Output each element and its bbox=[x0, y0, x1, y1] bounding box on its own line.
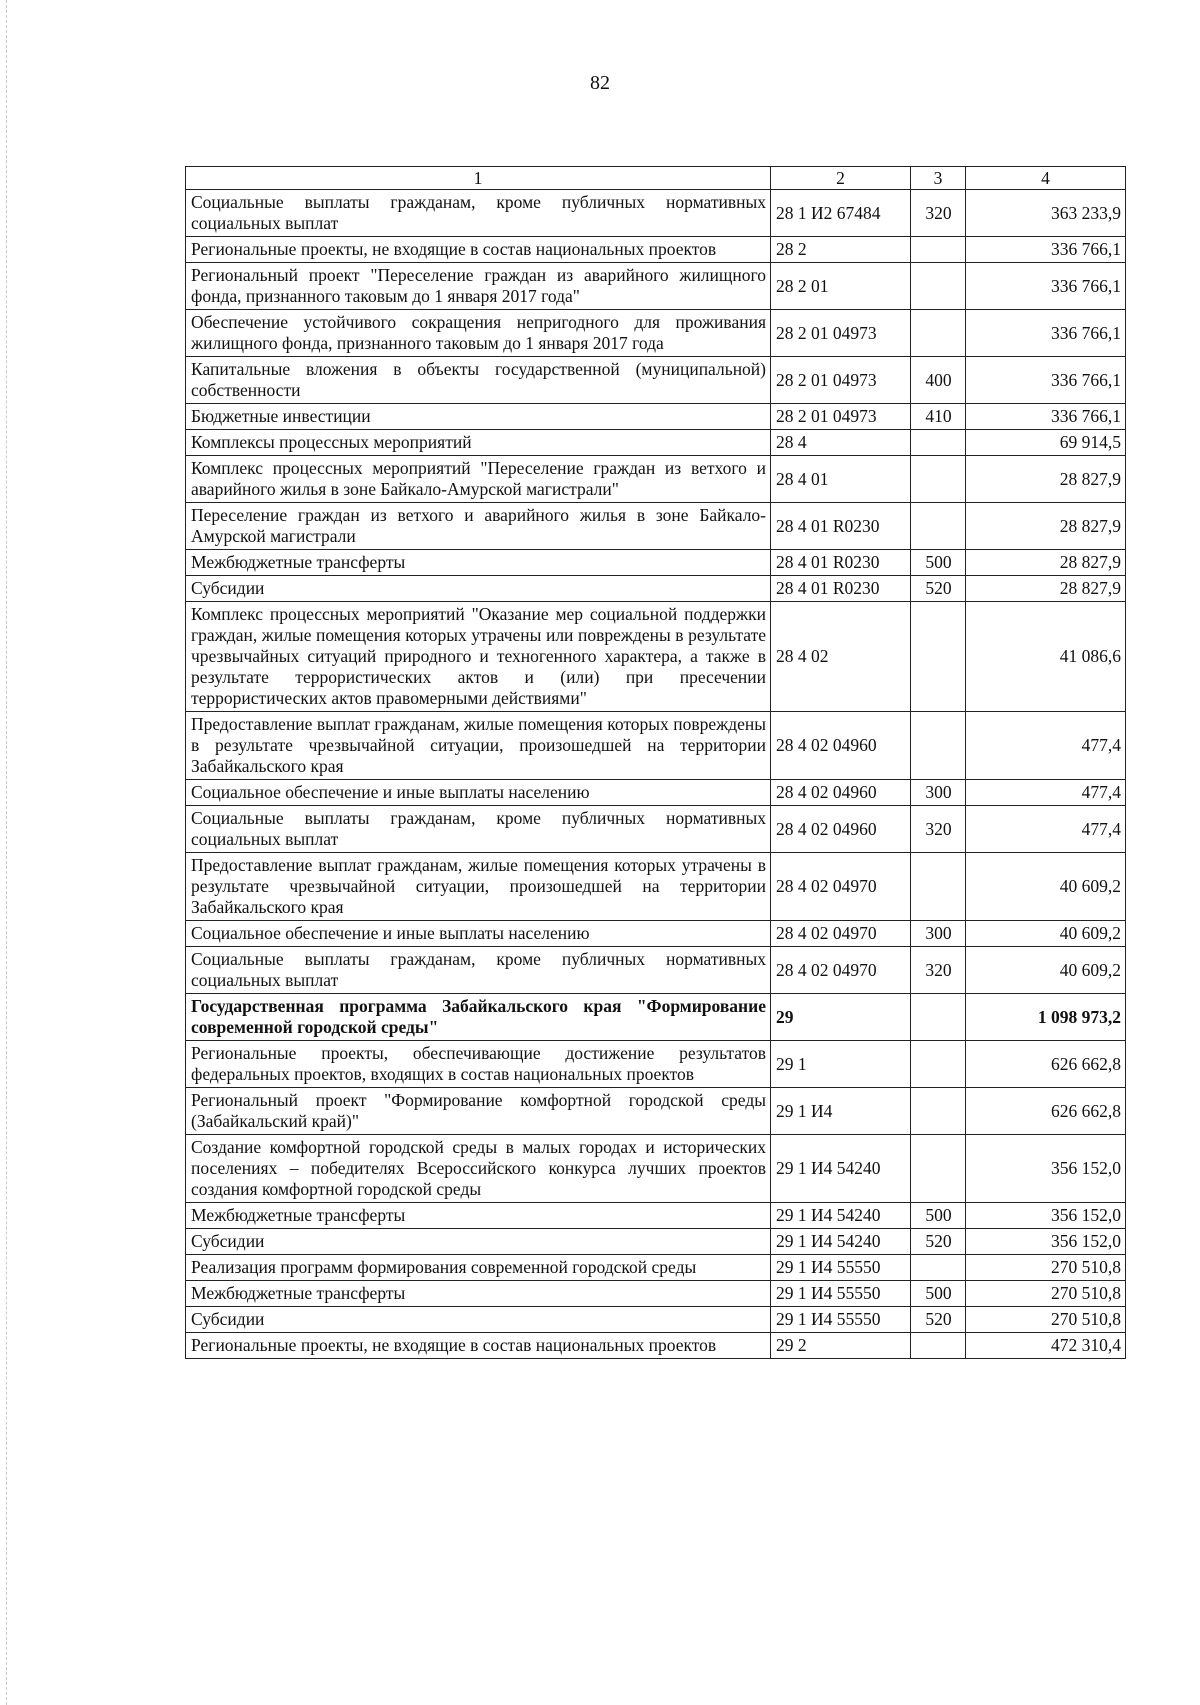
row-amount-cell: 336 766,1 bbox=[966, 310, 1126, 357]
table-row bbox=[186, 853, 1126, 921]
row-code-cell: 28 2 01 04973 bbox=[771, 404, 911, 430]
row-expense-type-cell bbox=[911, 430, 966, 456]
row-expense-type-cell bbox=[911, 1041, 966, 1088]
row-code-cell: 28 4 02 04960 bbox=[771, 712, 911, 780]
row-code-cell: 28 4 bbox=[771, 430, 911, 456]
row-name-cell: Субсидии bbox=[186, 1307, 771, 1333]
row-expense-type-cell: 300 bbox=[911, 921, 966, 947]
table-row bbox=[186, 1281, 1126, 1307]
row-expense-type-cell bbox=[911, 1088, 966, 1135]
row-expense-type-cell: 320 bbox=[911, 190, 966, 237]
column-header-amount: 4 bbox=[966, 167, 1126, 190]
row-name-cell: Региональный проект "Формирование комфортной городской среды (Забайкальский край)" bbox=[186, 1088, 771, 1135]
row-expense-type-cell bbox=[911, 237, 966, 263]
table-row bbox=[186, 994, 1126, 1041]
row-name-cell: Социальные выплаты гражданам, кроме публичных нормативных социальных выплат bbox=[186, 947, 771, 994]
table-row bbox=[186, 1333, 1126, 1359]
row-code-cell: 28 4 01 bbox=[771, 456, 911, 503]
row-name-cell: Реализация программ формирования современной городской среды bbox=[186, 1255, 771, 1281]
row-code-cell: 29 bbox=[771, 994, 911, 1041]
row-expense-type-cell bbox=[911, 503, 966, 550]
row-amount-cell: 477,4 bbox=[966, 780, 1126, 806]
row-expense-type-cell bbox=[911, 602, 966, 712]
row-code-cell: 28 4 02 04970 bbox=[771, 921, 911, 947]
row-amount-cell: 40 609,2 bbox=[966, 921, 1126, 947]
row-name-cell: Социальные выплаты гражданам, кроме публичных нормативных социальных выплат bbox=[186, 806, 771, 853]
column-header-vr: 3 bbox=[911, 167, 966, 190]
row-amount-cell: 356 152,0 bbox=[966, 1203, 1126, 1229]
row-expense-type-cell bbox=[911, 853, 966, 921]
row-name-cell: Субсидии bbox=[186, 576, 771, 602]
row-name-cell: Региональный проект "Переселение граждан из аварийного жилищного фонда, признанного таковым до 1 января 2017 года" bbox=[186, 263, 771, 310]
row-name-cell: Переселение граждан из ветхого и аварийного жилья в зоне Байкало-Амурской магистрали bbox=[186, 503, 771, 550]
table-row bbox=[186, 1203, 1126, 1229]
row-name-cell: Капитальные вложения в объекты государственной (муниципальной) собственности bbox=[186, 357, 771, 404]
table-row bbox=[186, 576, 1126, 602]
table-row bbox=[186, 921, 1126, 947]
row-name-cell: Предоставление выплат гражданам, жилые помещения которых повреждены в результате чрезвычайной ситуации, произошедшей на территории Забайкальского края bbox=[186, 712, 771, 780]
table-row bbox=[186, 503, 1126, 550]
row-amount-cell: 336 766,1 bbox=[966, 263, 1126, 310]
row-code-cell: 28 2 01 bbox=[771, 263, 911, 310]
table-row bbox=[186, 1229, 1126, 1255]
table-row bbox=[186, 1135, 1126, 1203]
row-code-cell: 28 2 01 04973 bbox=[771, 310, 911, 357]
row-expense-type-cell: 500 bbox=[911, 1281, 966, 1307]
row-name-cell: Обеспечение устойчивого сокращения непригодного для проживания жилищного фонда, признанного таковым до 1 января 2017 года bbox=[186, 310, 771, 357]
row-amount-cell: 626 662,8 bbox=[966, 1041, 1126, 1088]
row-name-cell: Межбюджетные трансферты bbox=[186, 1203, 771, 1229]
table-row bbox=[186, 237, 1126, 263]
row-amount-cell: 477,4 bbox=[966, 712, 1126, 780]
row-code-cell: 28 1 И2 67484 bbox=[771, 190, 911, 237]
row-expense-type-cell: 520 bbox=[911, 1307, 966, 1333]
row-amount-cell: 472 310,4 bbox=[966, 1333, 1126, 1359]
row-name-cell: Создание комфортной городской среды в малых городах и исторических поселениях – победителях Всероссийского конкурса лучших проектов создания комфортной городской среды bbox=[186, 1135, 771, 1203]
table-row bbox=[186, 430, 1126, 456]
table-header-row bbox=[186, 167, 1126, 190]
row-code-cell: 29 1 И4 55550 bbox=[771, 1255, 911, 1281]
row-name-cell: Государственная программа Забайкальского края "Формирование современной городской среды" bbox=[186, 994, 771, 1041]
column-header-name: 1 bbox=[186, 167, 771, 190]
row-amount-cell: 40 609,2 bbox=[966, 947, 1126, 994]
row-amount-cell: 356 152,0 bbox=[966, 1229, 1126, 1255]
row-code-cell: 29 1 И4 55550 bbox=[771, 1307, 911, 1333]
row-amount-cell: 270 510,8 bbox=[966, 1307, 1126, 1333]
row-code-cell: 29 1 И4 54240 bbox=[771, 1135, 911, 1203]
row-expense-type-cell bbox=[911, 994, 966, 1041]
row-code-cell: 28 2 bbox=[771, 237, 911, 263]
table-row bbox=[186, 1307, 1126, 1333]
row-amount-cell: 69 914,5 bbox=[966, 430, 1126, 456]
column-header-code: 2 bbox=[771, 167, 911, 190]
row-name-cell: Межбюджетные трансферты bbox=[186, 1281, 771, 1307]
row-expense-type-cell: 320 bbox=[911, 806, 966, 853]
table-row bbox=[186, 310, 1126, 357]
row-code-cell: 29 1 И4 54240 bbox=[771, 1203, 911, 1229]
row-code-cell: 28 4 02 04960 bbox=[771, 806, 911, 853]
row-amount-cell: 270 510,8 bbox=[966, 1255, 1126, 1281]
row-name-cell: Бюджетные инвестиции bbox=[186, 404, 771, 430]
table-row bbox=[186, 947, 1126, 994]
row-expense-type-cell bbox=[911, 1255, 966, 1281]
row-name-cell: Субсидии bbox=[186, 1229, 771, 1255]
table-row bbox=[186, 357, 1126, 404]
row-code-cell: 28 4 02 04960 bbox=[771, 780, 911, 806]
row-expense-type-cell bbox=[911, 1135, 966, 1203]
table-body bbox=[186, 190, 1126, 1359]
row-name-cell: Комплексы процессных мероприятий bbox=[186, 430, 771, 456]
row-amount-cell: 336 766,1 bbox=[966, 404, 1126, 430]
row-expense-type-cell bbox=[911, 712, 966, 780]
row-amount-cell: 363 233,9 bbox=[966, 190, 1126, 237]
table-row bbox=[186, 1041, 1126, 1088]
row-code-cell: 29 1 И4 bbox=[771, 1088, 911, 1135]
row-code-cell: 29 1 И4 55550 bbox=[771, 1281, 911, 1307]
table-row bbox=[186, 780, 1126, 806]
row-amount-cell: 28 827,9 bbox=[966, 550, 1126, 576]
row-name-cell: Региональные проекты, не входящие в состав национальных проектов bbox=[186, 237, 771, 263]
row-code-cell: 28 2 01 04973 bbox=[771, 357, 911, 404]
row-code-cell: 28 4 02 04970 bbox=[771, 947, 911, 994]
row-amount-cell: 28 827,9 bbox=[966, 576, 1126, 602]
row-amount-cell: 336 766,1 bbox=[966, 357, 1126, 404]
table-row bbox=[186, 1255, 1126, 1281]
table-row bbox=[186, 1088, 1126, 1135]
table-row bbox=[186, 550, 1126, 576]
row-amount-cell: 356 152,0 bbox=[966, 1135, 1126, 1203]
table-row bbox=[186, 190, 1126, 237]
row-name-cell: Комплекс процессных мероприятий "Переселение граждан из ветхого и аварийного жилья в зоне Байкало-Амурской магистрали" bbox=[186, 456, 771, 503]
table-row bbox=[186, 602, 1126, 712]
row-expense-type-cell bbox=[911, 1333, 966, 1359]
table-row bbox=[186, 263, 1126, 310]
row-code-cell: 28 4 02 bbox=[771, 602, 911, 712]
row-expense-type-cell: 320 bbox=[911, 947, 966, 994]
row-amount-cell: 336 766,1 bbox=[966, 237, 1126, 263]
scan-left-edge bbox=[6, 0, 8, 1705]
row-amount-cell: 626 662,8 bbox=[966, 1088, 1126, 1135]
row-expense-type-cell: 300 bbox=[911, 780, 966, 806]
row-code-cell: 28 4 01 R0230 bbox=[771, 503, 911, 550]
row-expense-type-cell: 410 bbox=[911, 404, 966, 430]
table-row bbox=[186, 404, 1126, 430]
row-amount-cell: 28 827,9 bbox=[966, 503, 1126, 550]
page-number: 82 bbox=[590, 72, 610, 94]
row-code-cell: 29 1 bbox=[771, 1041, 911, 1088]
row-expense-type-cell: 520 bbox=[911, 1229, 966, 1255]
row-name-cell: Региональные проекты, не входящие в состав национальных проектов bbox=[186, 1333, 771, 1359]
row-code-cell: 29 2 bbox=[771, 1333, 911, 1359]
row-expense-type-cell: 520 bbox=[911, 576, 966, 602]
row-expense-type-cell: 500 bbox=[911, 1203, 966, 1229]
table-row bbox=[186, 712, 1126, 780]
row-code-cell: 28 4 01 R0230 bbox=[771, 576, 911, 602]
row-amount-cell: 28 827,9 bbox=[966, 456, 1126, 503]
budget-table bbox=[185, 166, 1126, 1359]
row-name-cell: Социальное обеспечение и иные выплаты населению bbox=[186, 780, 771, 806]
table-row bbox=[186, 806, 1126, 853]
row-amount-cell: 41 086,6 bbox=[966, 602, 1126, 712]
row-name-cell: Предоставление выплат гражданам, жилые помещения которых утрачены в результате чрезвычайной ситуации, произошедшей на территории Забайкальского края bbox=[186, 853, 771, 921]
row-amount-cell: 270 510,8 bbox=[966, 1281, 1126, 1307]
row-name-cell: Социальное обеспечение и иные выплаты населению bbox=[186, 921, 771, 947]
row-code-cell: 28 4 01 R0230 bbox=[771, 550, 911, 576]
row-expense-type-cell: 500 bbox=[911, 550, 966, 576]
row-amount-cell: 40 609,2 bbox=[966, 853, 1126, 921]
row-amount-cell: 477,4 bbox=[966, 806, 1126, 853]
table-row bbox=[186, 456, 1126, 503]
row-code-cell: 28 4 02 04970 bbox=[771, 853, 911, 921]
row-code-cell: 29 1 И4 54240 bbox=[771, 1229, 911, 1255]
row-expense-type-cell: 400 bbox=[911, 357, 966, 404]
row-name-cell: Социальные выплаты гражданам, кроме публичных нормативных социальных выплат bbox=[186, 190, 771, 237]
row-name-cell: Комплекс процессных мероприятий "Оказание мер социальной поддержки граждан, жилые помещения которых утрачены или повреждены в результате чрезвычайных ситуаций природного и техногенного характера, а также в результате террористических актов и (или) при пресечении террористических актов правомерными действиями" bbox=[186, 602, 771, 712]
row-expense-type-cell bbox=[911, 263, 966, 310]
row-expense-type-cell bbox=[911, 456, 966, 503]
row-name-cell: Межбюджетные трансферты bbox=[186, 550, 771, 576]
row-name-cell: Региональные проекты, обеспечивающие достижение результатов федеральных проектов, входящих в состав национальных проектов bbox=[186, 1041, 771, 1088]
row-expense-type-cell bbox=[911, 310, 966, 357]
row-amount-cell: 1 098 973,2 bbox=[966, 994, 1126, 1041]
